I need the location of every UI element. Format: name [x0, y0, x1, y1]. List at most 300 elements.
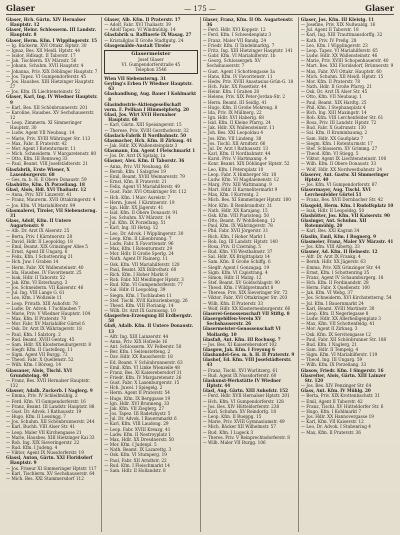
column-3: [203, 17, 299, 532]
directory-entry: — Berta, Priv. XIX Krottenbachstr. 31: [300, 393, 381, 399]
directory-entry: — Mart. Bes. XXI Floridsdorf, Brünnerstr. 9: [300, 63, 394, 69]
directory-entry: — Osk. Dr. Arzt IX Alser Str. 45: [300, 89, 368, 95]
directory-entry: — Jos. Tapez. III Radetzkystr. 5: [104, 411, 171, 417]
directory-entry: — Bernh. Kfm. I Salzgries 19: [104, 168, 166, 174]
directory-entry: — Paul, Kfm. I Salztorg. 2: [6, 331, 61, 337]
directory-entry: — Paul, Fabr. XII Arndtstr. 22: [104, 457, 167, 463]
directory-entry: — Hch. Juwel. I Spiegelg. 2: [104, 385, 163, 391]
directory-entry: — Mor. Kfm. II Praterstr. 78: [300, 78, 361, 84]
header-right-word: Glaser: [365, 3, 394, 13]
directory-entry: — Marie, Priv. XVIII Währinger Str. 113: [6, 135, 91, 141]
directory-entry: — Rob. Ing. XIX Sieveringerstr. 22: [6, 439, 80, 445]
directory-entry: — Leop. Maler VII Kirchengasse 21: [6, 429, 82, 435]
directory-entry: Glaser, Franz, Kfm. II Ob. Augartenstr. 36: [202, 17, 294, 28]
directory-entry: — Georg, Schlossergeh. XV Sechshauserstr. 7: [202, 58, 261, 69]
directory-entry: — Joh. Bes. XXI Leopoldau 4: [202, 130, 264, 136]
directory-entry: — Jos. Kfm. VIII Albertg. 33: [300, 243, 360, 249]
directory-entry: — Marie, Priv. XVIII Schopenhauerstr. 40: [300, 58, 389, 64]
directory-entry: — Ign. Hdlr. XX Jägerstr. 41: [104, 204, 164, 210]
directory-entry: — Friedr. Kfm. IV Margaretenstr. 26: [104, 375, 182, 380]
directory-entry: — Ig. Bäckerm. XVI Ottakr. Hptstr. 30: [6, 42, 87, 48]
directory-entry: — Franz, Maurerm. XVII Ottakringerstr. 4: [6, 197, 96, 203]
directory-entry: — Leo, Kfm. I Wipplingerstr. 23: [300, 42, 368, 48]
directory-entry: Glasl, Alois, Hdl. XVI Thaliastr. 12: [6, 187, 87, 193]
directory-entry: — Gabr. Kfm. VI Mariahilferstr. 1b: [202, 53, 276, 59]
directory-entry: Glaser, Herm. Kfm. I Wipplingerstr. 15: [6, 37, 98, 43]
directory-entry: — Siegfr. Kfm. II Castellezg. 11: [6, 347, 73, 352]
directory-entry: Glasgold, Herm. Kfm. I Rudolfsplatz 10: [300, 202, 394, 208]
directory-entry: — Ida, Priv. IX Müllnerg. 22: [202, 109, 262, 115]
directory-entry: — Phil. Fabr. XVII Jörgerstr. 31: [202, 228, 269, 234]
directory-entry: — Marie, Priv. V Wiedner Hauptstr. 104: [6, 310, 91, 316]
directory-entry: — Ant. Schlosserm. XV Felberstr. 50: [104, 344, 182, 350]
directory-entry: — Karl, Bes. XXI Kagran 34: [300, 228, 360, 234]
directory-entry: — Karl, Bes. XII Schönbrunnerstr. 201: [6, 104, 88, 110]
directory-entry: Glashütter, Jos. Kfm. VII Kaiserstr. 90: [300, 212, 390, 218]
directory-entry: — Sal. Hdlr. XX Brigittaplatz 14: [202, 254, 270, 260]
directory-entry: — Herm. Fabr. XX Wallensteinstr. 40: [6, 264, 84, 270]
directory-entry: — Bernh. Hdlr. XX Jägerstr. 63: [300, 259, 366, 265]
directory-entry: — Adolf Tapez. VI Windmühlg. 14: [104, 27, 176, 33]
directory-entry: — Max, Kfm. I Kurrentg. 2: [202, 192, 259, 198]
directory-entry: — Rob. Ing. III Landstr. Hptstr. 140: [202, 238, 278, 244]
directory-entry: — Nath. Agent IV Rainerg. 11: [104, 256, 168, 262]
directory-entry: — Theod. Fabr. X Quellenstr. 52: [6, 357, 74, 363]
column-1: [6, 17, 102, 532]
page-header: [6, 3, 394, 15]
directory-entry: — Hch. Juw. I Graben 14: [6, 259, 59, 265]
directory-entry: — Max, Fabr. XVI Ottakr. Hauptstr. 60: [300, 68, 382, 74]
directory-entry: — Sam. Kfm. II Große Schiffg. 6: [202, 259, 271, 265]
advertisement-line: VI. Gumpendorferstraße 45: [121, 61, 181, 67]
directory-entry: — Herm. Beamt. III Seidlg. 41: [202, 99, 267, 105]
directory-entry: — Rud. Kfm. VII Westbahnstr. 37: [202, 249, 273, 255]
directory-entry: Geyling's Erben IV Wiedner Hauptstr. 63: [104, 81, 193, 92]
directory-entry: Glasermayer, Aug. Tischl. XVI Lerchenfelder Gürtel 51: [300, 187, 371, 198]
directory-entry: — Rob. Fabr. XII Meidlinger Hptstr. 3: [104, 277, 184, 283]
directory-entry: — Hch. Kfm. II Ferdinandstr. 28: [300, 279, 369, 285]
directory-entry: — Karl, Gärtn. XIII Speisingerstr. 15: [104, 122, 182, 128]
directory-entry: — David, Hdlr. II Leopoldsg. 18: [6, 238, 73, 244]
directory-entry: — Rich. Kfm. I Hoher Markt 1: [202, 233, 267, 239]
directory-entry: — Gust. Fabr. X Laxenburgerstr. 15: [104, 380, 180, 386]
directory-entry: — Wilh. Kfm. I Börseg. 14: [6, 362, 61, 368]
directory-entry: — Dav. Hdlr. XX Rauscherstr. 18: [104, 354, 173, 360]
directory-entry: — Ernst, Kfm. I Schottenring 35: [300, 269, 370, 275]
directory-entry: — Franz, Tischl. XVI Wurlitzerg. 61: [202, 367, 278, 373]
directory-entry: — Kath. Priv. IV Preßg. 28: [300, 37, 357, 43]
directory-entry: — Mor. Fabr. XV Mariahilfer Gürtel 6: [6, 321, 85, 327]
directory-entry: — Theod. Ing. III Ungarg. 59: [300, 357, 363, 363]
directory-entry: — Therese, Priv. XVIII Gersthoferstr. 32: [104, 127, 189, 133]
directory-entry: Glaß, Adalb. Kfm. II Untere Donaustr. 13: [104, 323, 194, 334]
directory-entry: — Paul, Beamt. VIII Josefstädterstr. 21: [6, 161, 88, 167]
directory-entry: — Leop. Tapez. VI Mariahilferstr. 65: [300, 47, 378, 53]
directory-entry: — Rud. Kfm. I Naglerg. 21: [300, 341, 358, 347]
directory-entry: — Mor. Agent II Zirkusg. 3: [300, 326, 358, 332]
directory-entry: — Jos. Kfm. VII Lindeng. 38: [202, 135, 262, 141]
directory-entry: — Sal. Hdlr. II Leopoldsg. 39: [104, 287, 166, 293]
advertisement-title: Glasermeister: [131, 50, 171, 57]
directory-entry: Glasfabrik, Erste Wiener, X Laxenburgerstr. 68: [6, 166, 70, 177]
directory-entry: — Berta, Priv. I Kärntnerstr. 28: [6, 233, 73, 239]
directory-entry: — Jul. Dr. Arzt I Rathausstr. 13: [202, 145, 269, 151]
directory-entry: Glaser, Heinr. Schlosserm. III Landstr. Hauptstr. 8: [6, 27, 97, 38]
directory-entry: — Gust. Fabr. XVI Ottakringer Str. 112: [104, 189, 187, 195]
directory-entry: — Johanna, Priv. XIX Döblinger Hauptstr. 7: [6, 68, 98, 74]
directory-entry: — Max, Fabr. II Praterstr. 42: [6, 140, 67, 146]
directory-entry: Glasmeier, Franz, Maler XV Märzstr. 41: [300, 238, 394, 244]
directory-entry: — Marie, Priv. XVIII Gymnasiumstr. 49: [202, 419, 285, 425]
directory-entry: — Jos. Kfm. VI Mariahilferstr. 99: [6, 202, 76, 208]
directory-entry: Glasmann, Em. Agent I Fleischmarkt 1: [104, 148, 196, 154]
directory-entry: — Jos. Schuhm. XII Schönbrunnerstr. 244: [6, 419, 95, 425]
directory-entry: — Siegfr. Agent I Gonzagag. 19: [202, 264, 270, 270]
directory-entry: — Osk. Kfm. VIII Piaristeng. 50: [202, 212, 270, 218]
directory-entry: — Ed. Beamt. V Schönbrunnerstr. 63: [104, 359, 183, 365]
directory-entry: — Mich. Schneiderm. V Margaretenstr. 80: [6, 151, 97, 157]
directory-entry: — Wilh. Kfm. IX Porzellang. 33: [300, 362, 367, 368]
directory-entry: — Jak. Tischlerm. XV Märzstr. 56: [6, 58, 77, 64]
directory-entry: — Franz, Tischl. XV Hütteldorfer Str. 6: [300, 403, 384, 409]
directory-entry: — Johann, Schuhm. XVII Hauptstr. 4: [6, 63, 84, 69]
directory-entry: — Felix, Agent VI Mariahilferstr. 49: [104, 184, 180, 190]
directory-entry: — Sam. Hdlr. XX Klosterneuburgerstr. 8: [6, 341, 92, 347]
directory-entry: Glasl, Aug. Gärtn. XIII Auhofstr. 152: [202, 388, 289, 394]
directory-entry: — Sigm. Kfm. VI Mariahilferstr. 119: [300, 352, 378, 358]
directory-entry: — Gust. Agent I Schottengasse 3a: [202, 68, 275, 74]
directory-entry: — Viktor, Agent IX Nussdorferstr. 19: [6, 450, 84, 456]
directory-entry: — Sam. Hdlr. XX Gaußplatz 7: [300, 135, 364, 141]
directory-entry: — Karl, Ing. III Hetzg. 12: [104, 225, 159, 231]
directory-entry: — Mor. Kfm. II Rembrandtstr. 31: [202, 202, 273, 208]
directory-entry: — Isid. Kfm. II Obere Donaustr. 91: [104, 210, 178, 215]
directory-entry: — Jos. Bes. XI Kaiserebersdorf 102: [202, 341, 277, 347]
directory-entry: — Gust. Dr. Advok. I Rathausstr. 19: [6, 408, 82, 414]
directory-entry: — Friedr. Kfm. II Tandelmarktg. 7: [202, 42, 275, 48]
directory-entry: — Karl, Schuhm. XV Reindorfg. 18: [202, 408, 277, 414]
directory-entry: — Max, Kfm. II Praterstr. 36: [300, 429, 361, 435]
directory-entry: — Alb. Dr. Arzt IX Alserstr. 25: [6, 228, 70, 234]
directory-entry: — Max, Hdlr. XX Dresdnerstr. 50: [104, 436, 174, 442]
directory-entry: — Sam. Hdlr. II Tempelg. 4: [300, 347, 359, 352]
directory-entry: — Rud. Kfm. I Fleischmarkt 14: [104, 462, 170, 468]
directory-entry: — Franz, Beamt. III Landstr. Hauptstr. 88: [6, 403, 95, 409]
directory-entry: — Leo, Kfm. I Petersplatz 10: [202, 166, 264, 172]
directory-entry: Glassl, Anton, Gärtn. XXI Floridsdorf Hauptstr. 9: [6, 455, 93, 466]
directory-entry: Wien VII Siebensterng. 31: [104, 75, 167, 81]
directory-entry: — Emil, Beamt. XVIII Weimarerstr. 79: [104, 173, 185, 179]
directory-entry: — Max, Kfm. II Praterstr. 70: [6, 316, 67, 322]
directory-entry: — Leop. Kfm. II Lilienbrunng. 7: [104, 235, 172, 241]
directory-entry: — Wilh. Kfm. II Praterstr. 33: [202, 300, 264, 306]
directory-entry: — Jul. Ing. VIII Lange G. 61: [6, 290, 65, 296]
directory-entry: — Herm. Agent II Praterstr. 54: [104, 390, 170, 396]
directory-entry: — Jos. Schuhm. XV Märzstr. 14: [104, 215, 171, 221]
directory-entry: — Franz, Agent IV Schaumburgerg. 18: [300, 274, 384, 280]
directory-entry: — Ludw. Kfm. VI Magdalenenstr. 12: [202, 176, 279, 182]
directory-entry: — Theres. Priv. V Reinprechtsdorferstr. 8: [202, 434, 290, 440]
directory-entry: — Ignaz, Bes. XII Meidl. Hptstr. 44: [6, 47, 81, 53]
directory-entry: — Leo, Kfm. I Wollzeile 11: [6, 295, 62, 301]
directory-entry: — Mor. Kfm. I Judenpl. 5: [104, 442, 157, 448]
directory-entry: — Leop. Fabr. X Himberger Str. 18: [202, 171, 277, 177]
directory-entry: — Franz, Bes. XVII Hernalser Hauptstr. 132: [6, 377, 91, 389]
directory-entry: — Stef. Schlosserm. XV Grimmg. 27: [300, 145, 378, 151]
directory-entry: — Isid. Kfm. II Kleine Pfarrg. 24: [202, 120, 271, 126]
directory-entry: Glaslin, Emil, Kfm. I Bognerg. 9: [300, 233, 376, 239]
column-4: [301, 17, 394, 532]
directory-entry: — Viktor, Agent IX Liechtensteinstr. 100: [300, 156, 387, 162]
directory-entry: Glasindustrie-Aktiengesellschaft: [104, 101, 182, 107]
page-number: — 175 —: [184, 5, 216, 13]
directory-entry: — Marie, Hausbes. XIII Hietzinger Kai 33: [6, 434, 95, 440]
directory-entry: — Fritz, Ing. XIII Hietzinger Hauptstr. 141: [202, 47, 293, 53]
directory-entry: — Wilh. Maler VII Burgg. 106: [202, 439, 266, 445]
directory-entry: — Osk. Kfm. IX Servitengasse 12: [300, 331, 371, 337]
directory-entry: — Jos. Kfm. IX Liechtensteinstr. 52: [6, 89, 81, 95]
directory-entry: — Jos. Hdlr. XX Hannovergasse 19: [300, 414, 374, 420]
directory-entry: — Konr. Beamt. XIX Döblinger Hptstr. 52: [202, 161, 290, 167]
directory-entry: — Jos. Tischl. XII Arndtstr. 66: [202, 140, 266, 146]
directory-entry: — Jos. Friseur XI Simmeringer Hptstr. 117: [6, 465, 97, 471]
directory-entry: — Max, Kfm. VII Schottenfeldg. 41: [300, 321, 375, 327]
directory-entry: — Ludw. Kfm. II Nestroyplatz 1: [104, 431, 171, 437]
directory-entry: — Felix, Kfm. I Schottenring 21: [6, 254, 74, 260]
directory-entry: — Jos. Dr. Arzt IX Spitalg. 1a: [104, 153, 166, 159]
directory-columns: [6, 17, 394, 532]
directory-entry: — Hch. Kfm. I Marc Aurelstr. 7: [104, 194, 171, 200]
directory-entry: — Karl, Kfm. II Nordbahnstr. 44: [202, 151, 271, 157]
directory-entry: — Leo, Dr. Advok. I Wipplingerstr. 30: [104, 230, 184, 236]
directory-entry: — Mart. Hdlr. II Karmelitermarkt 9: [202, 187, 278, 193]
directory-entry: — Isak, Hdlr. II Taborstr. 52: [6, 274, 66, 280]
directory-entry: — Ferd. Hdlr. XVI Koppstr. 12: [202, 27, 266, 33]
directory-entry: Glaskunst-Werkstätte IV Wiedner Hptstr. 44: [202, 377, 282, 389]
directory-entry: — Karl, Buchh. VIII Alser Str. 41: [6, 424, 76, 430]
directory-entry: — Isidor, Hdlsagt. II Taborstr. 17: [6, 53, 76, 59]
directory-entry: — Isak, Hdlr. II Leopoldsg. 50: [300, 207, 365, 213]
directory-entry: — Rud. Kfm. I Judeng. 4: [6, 444, 58, 450]
directory-entry: Glasfabrik u. Raffinerie IX Wasag. 27: [104, 32, 192, 38]
directory-entry: — Hch. Kfm. VI Gumpendorferstr. 128: [202, 398, 284, 404]
directory-entry: Glashof, Ed. Kfm. VIII Josefstädterstr. 43: [202, 357, 292, 368]
directory-entry: — Sal. Kfm. II Krummbaumg. 2: [300, 130, 368, 136]
directory-entry: — Franz, Maler VII Bandg. 24: [202, 37, 267, 43]
directory-entry: — Phil. Kfm. I Stephansplatz 4: [300, 104, 366, 110]
directory-entry: — Jak. Kfm. VII Zieglerg. 27: [104, 405, 165, 411]
directory-entry: — Otto, Beamt. IV Wohllebeng. 12: [202, 218, 276, 224]
directory-entry: — Emil, Kfm. VI Linke Wienzeile 48: [104, 364, 180, 370]
directory-entry: Glassauer, Alois, Tischl. XVI Grundsteing. 40: [6, 367, 72, 378]
directory-entry: — Stef. Beamt. XV Goldschlagstr. 90: [202, 279, 280, 285]
advertisement-line: Telephon 3546: [135, 66, 167, 72]
directory-entry: — Mich. Bes. XI Simmeringer Hptstr. 180: [202, 197, 291, 203]
directory-entry: — Wolf, Hdlr. XX Klosterneuburgerstr. 66: [202, 305, 291, 311]
directory-entry: — Rud. Agent IX Nussdorferstr. 60: [202, 372, 277, 378]
directory-entry: — Ferd. Kfm. I Schwedenplatz 3: [202, 32, 272, 38]
directory-entry: — Jak. Hdlr. XX Wallensteinstr. 11: [202, 125, 275, 131]
directory-entry: — Heinr. Kfm. I Graben 28: [202, 89, 260, 95]
directory-entry: — Hugo, Kfm. II Große Mohreng. 8: [202, 104, 278, 110]
directory-entry: — Jul. Agent II Taborstr. 18: [300, 27, 359, 33]
directory-entry: — Emma, Priv. IV Schleifmühlg. 2: [6, 393, 78, 399]
directory-entry: — Ida, Hausbes. IV Favoritenstr. 25: [6, 269, 82, 275]
directory-entry: — Anna, Priv. XIX Hofzeile 16: [104, 338, 168, 344]
directory-entry: — Franz, Bes. XVII Dornbacher Str. 42: [300, 197, 383, 203]
directory-entry: — Ludw. Dr. Advok. I Tuchlauben 7: [6, 305, 81, 311]
directory-entry: — Nath. Beamt. IX Lazarettg. 3: [104, 447, 172, 453]
directory-entry: Glasmacher, Hch. Kfm. II Zirkusg. 41: [104, 137, 193, 143]
directory-entry: — Osk. Dr. Arzt IX Währingerstr. 18: [6, 326, 82, 332]
directory-entry: Glasner, Alex. Kfm. II Taborstr. 36: [104, 158, 185, 164]
directory-entry: — Mor. Agent I Rotenturmstr. 11: [6, 145, 76, 151]
directory-entry: — Leop. Privatb. XIII Auhofstr. 78: [6, 300, 78, 306]
directory-entry: — Karl, Tischlerm. XV Sechshauserstr. 64: [6, 470, 95, 476]
directory-entry: — Alfr. Ing. XIII Lainzerstr. 44: [104, 333, 169, 339]
directory-entry: — Jos. Tapez. VI Gumpendorferstr. 45: [6, 73, 86, 79]
directory-entry: — Osk. Kfm. VII Mariahilferstr. 120: [104, 261, 180, 267]
directory-entry: — Ernst, Kfm. II Praterstr. 21: [104, 179, 167, 185]
directory-entry: — Rob. Kfm. VIII Lerchenfelder Str. 61: [300, 114, 384, 120]
directory-entry: Glaser, Jos. Kfm. III Kleistg. 11: [300, 17, 375, 22]
directory-entry: — Karl, Kfm. VII Kaiserstr. 12: [300, 419, 364, 425]
advertisement-box: [104, 50, 197, 74]
directory-entry: Glasgow, Jak. Kfm. I Freyung 6: [202, 347, 275, 352]
directory-entry: — Hugo, Kfm. I Kohlmarkt 7: [300, 408, 362, 414]
directory-entry: — Siegm. Kfm. I Tuchlauben 11: [104, 292, 172, 298]
directory-entry: — Adolf, Fabr. XVI Thaliastr. 39: [104, 22, 171, 28]
directory-entry: — Theod. Kfm. VIII Florianig. 14: [104, 302, 174, 308]
directory-entry: — Sigm. Kfm. VI Capistrang. 4: [202, 269, 268, 275]
directory-entry: Glasow, Friedr. Kfm. I Singerstr. 16: [300, 367, 384, 373]
directory-entry: — Emma, Priv. XIX Grinzinger Str. 44: [300, 264, 381, 270]
directory-entry: — Leop. Kfm. II Rueppg. 15: [202, 414, 262, 420]
directory-entry: — Jak. Kfm. VI Webg. 37: [300, 290, 353, 296]
directory-entry: — Nath. Hdlr. II Große Pfarrg. 21: [300, 84, 372, 90]
directory-entry: — Nath. Hdlr. XX Karajang. 15: [202, 207, 268, 213]
directory-entry: — Ludw. Fabr. X Favoritenstr. 96: [104, 240, 174, 246]
directory-entry: — Jos. Schneiderm. XVI Kirchstetterng. 54: [300, 295, 392, 301]
directory-entry: — Jos. Bes. XIV Hütteldorferstr. 238: [202, 403, 280, 409]
directory-entry: — Leo, Dr. Advok. I Stubenring 4: [300, 424, 371, 430]
directory-entry: — Ludw. Hdlr. XX Wallensteinstr. 46: [300, 53, 378, 59]
directory-entry: — Siegm. Kfm. I Rotenturmstr. 17: [300, 140, 373, 146]
directory-entry: — Paul, Beamt. XIX Hardtg. 25: [300, 99, 367, 105]
directory-entry: Glasl, Jos. Wirt XVII Hernalser Hauptstr. 68: [104, 112, 177, 123]
directory-entry: Glaslack-Fabrik II Nordbahnstr. 50: [104, 132, 187, 138]
advertisement-line: Josef Glaser: [138, 56, 164, 62]
directory-entry: — Ign. Hdlr. XVI Brunneng. 33: [104, 400, 170, 406]
directory-entry: Glasperlen-Erzeugung III Erdbergstr. 58: [104, 313, 193, 324]
directory-entry: — Mich. Schuhm. XII Meidl. Hptstr. 15: [300, 73, 384, 79]
directory-entry: — Emil, Beamt. XIX Grinzinger Allee 5: [6, 243, 88, 249]
directory-entry: — Therese, Priv. XIX Sieveringer Str. 72: [202, 290, 288, 296]
directory-entry: — Osk. Kfm. VI Stumperg. 19: [104, 452, 167, 458]
directory-entry: — Wilh. Kfm. II Obere Donaustr. 33: [300, 161, 377, 167]
directory-entry: — Theod. Kfm. VI Stiegg. 5: [300, 151, 359, 157]
directory-entry: Glasner, Ad. Kfm. II Heinestr. 12: [300, 249, 378, 255]
directory-entry: — Mich. Bäcker XII Wilhelmstr. 57: [202, 424, 276, 430]
directory-entry: — Herm. Fabr. X Quellenstr. 100: [300, 285, 370, 291]
directory-entry: — Ber. Kfm. I Seitenstetteng. 2: [104, 349, 171, 355]
directory-entry: — Otto, Kfm. III Rennweg 33: [6, 156, 68, 162]
directory-entry: — Jos. Hausbes. XIII Hietzinger Hauptstr. 27: [6, 78, 95, 90]
column-2: [104, 17, 200, 532]
directory-entry: Glashandel-Ges. m. b. H. II Praterstr. 9: [202, 352, 295, 358]
directory-entry: — Ges. m. b. H. II Obere Donaustr. 59: [6, 176, 87, 182]
directory-entry: Glasermeister-Genossenschaft VI Mollardg. 10: [202, 326, 281, 337]
directory-entry: — Leop. Kfm. II Negerlegasse 8: [300, 310, 369, 316]
directory-entry: Glasinger, Ant. Schuhm. XII Rotenmühlg. 20: [300, 218, 367, 229]
directory-entry: — Ign. Hdlr. XVI Haberlg. 68: [202, 114, 264, 120]
directory-entry: — Hch. Fabr. XX Pasettistr. 44: [202, 84, 267, 90]
directory-entry: — Karol. Priv. V Hartmanng. 4: [202, 156, 267, 162]
directory-entry: Glasgemälde-Anstalt Tiroler: [104, 42, 171, 48]
directory-entry: — Stef. Tischl. XVII Kalvarienbergg. 26: [104, 297, 188, 303]
directory-entry: — Sam. Hdlr. II Hollandstr. 8: [104, 467, 166, 473]
directory-entry: — Jul. Kfm. IX Porzellang. 51: [104, 220, 166, 226]
directory-entry: — Otto, Kfm. VII Neubaug. 1: [300, 94, 362, 100]
directory-entry: — Jos. Schneiderm. VII Kaiserstr. 46: [6, 285, 84, 291]
directory-entry: Glaser, Hch. Gärtn. XIV Hernalser Hauptstr. 12: [6, 17, 86, 28]
directory-entry: — Rosa, Priv. II Czerning. 5: [202, 243, 261, 249]
directory-entry: — Ludw. Agent VII Neubaug. 14: [6, 130, 75, 136]
directory-entry: — Jul. Kfm. I Bauernmarkt 24: [300, 300, 364, 306]
directory-entry: Glaserei-Genossenschaft VII Stiftg. 8: [202, 310, 290, 316]
directory-entry: — Jak. Hdlr. XX Wallensteinplatz 3: [104, 142, 178, 148]
directory-entry: — Leop. Fabr. XVIII Kreuzg. 41: [104, 426, 171, 432]
directory-entry: Glashandlung, Aug. Bauer I Kohlmarkt 8: [104, 91, 197, 102]
directory-entry: — Sigm. Agent VII Burgg. 72: [6, 352, 68, 358]
directory-entry: — Karl, Ing. XIII Trauttmansdorffg. 32: [300, 32, 383, 38]
header-left-word: Glaser: [6, 3, 35, 13]
directory-entry: — Rud. Fabr. X Gudrunstr. 130: [300, 125, 366, 131]
directory-entry: — Ferd. Hdlr. XVII Hernalser Hptstr. 201: [202, 393, 290, 399]
directory-entry: — Paul, Fabr. XII Schönbrunner Str. 188: [300, 336, 387, 342]
directory-entry: Glass, Adolf, Kfm. II Untere Augartenstr. 9: [6, 218, 72, 229]
directory-entry: — Hans, Kfm. IV Favoritenstr. 11: [202, 73, 273, 79]
directory-entry: — Leop. Zimmerm. XI Simmeringer Hauptstr. 30: [6, 120, 82, 131]
directory-entry: — Jak. Kfm. VI Esterhazyg. 3: [6, 279, 68, 285]
directory-entry: — Hedw. Priv. XVIII Anastasius-Grün-G. 18: [202, 78, 294, 84]
directory-entry: — Ernst, Agent III Ungarg. 6: [6, 249, 68, 255]
directory-entry: — Jul. Dr. Advok. I Bauernmarkt 6: [104, 416, 177, 422]
directory-entry: — Ludw. Hdlr. XX Allerheiligenplatz 3: [300, 316, 381, 322]
directory-entry: — Anna, Priv. VII Neubaug. 66: [104, 163, 170, 169]
directory-entry: vorm. F. Pelikan I Himmelpfortg. 20: [104, 106, 189, 112]
directory-entry: — Max, Kfm. I Rotenturmstr. 29: [104, 246, 173, 252]
directory-entry: — Rich. Kfm. I Hoher Markt 8: [104, 271, 168, 277]
directory-entry: — Viktor, Fabr. XVI Ottakringer Str. 203: [202, 295, 288, 301]
directory-entry: — Herm. Juwel. I Kärntnerstr. 19: [104, 199, 175, 205]
directory-entry: — Wilh. Dr. Arzt IX Garnisong. 10: [104, 307, 176, 313]
directory-entry: — Hugo, Kfm. IX Berggasse 19: [104, 395, 171, 401]
directory-entry: — Karl, Beamt. XVIII Martinstr. 30: [300, 305, 375, 311]
directory-entry: — Paul, Beamt. XIX Billrothstr. 60: [104, 266, 177, 272]
directory-entry: Glasfaß, Ant. Kfm. III Rochusg. 7: [202, 336, 281, 342]
directory-entry: Glaser, Alb. Kfm. II Praterstr. 17: [104, 17, 181, 22]
directory-entry: Glaserer, Ant. Gastw. XI Simmeringer Hptstr. 40: [300, 171, 389, 182]
directory-entry: — Kristallglas II Große Stadtgutg. 24: [104, 37, 184, 43]
directory-entry: — Karl, Kfm. VIII Laudong. 29: [104, 421, 169, 427]
directory-entry: — Ferd. Kfm. VI Gumpendorferstr. 16: [6, 398, 86, 404]
directory-entry: — Rud. Kfm. VI Gumpendorferstr. 77: [104, 282, 183, 288]
directory-entry: — Simon, Hdlr. II Malzg. 12: [202, 274, 262, 280]
directory-entry: — Rich. Ing. XIII Maxingstr. 14: [300, 109, 367, 115]
directory-entry: — Franz, Bes. XI Kaiserebersdorf 31: [104, 369, 182, 375]
directory-entry: Glashütte, Kfm. IX Porzellang. 18: [6, 182, 85, 187]
